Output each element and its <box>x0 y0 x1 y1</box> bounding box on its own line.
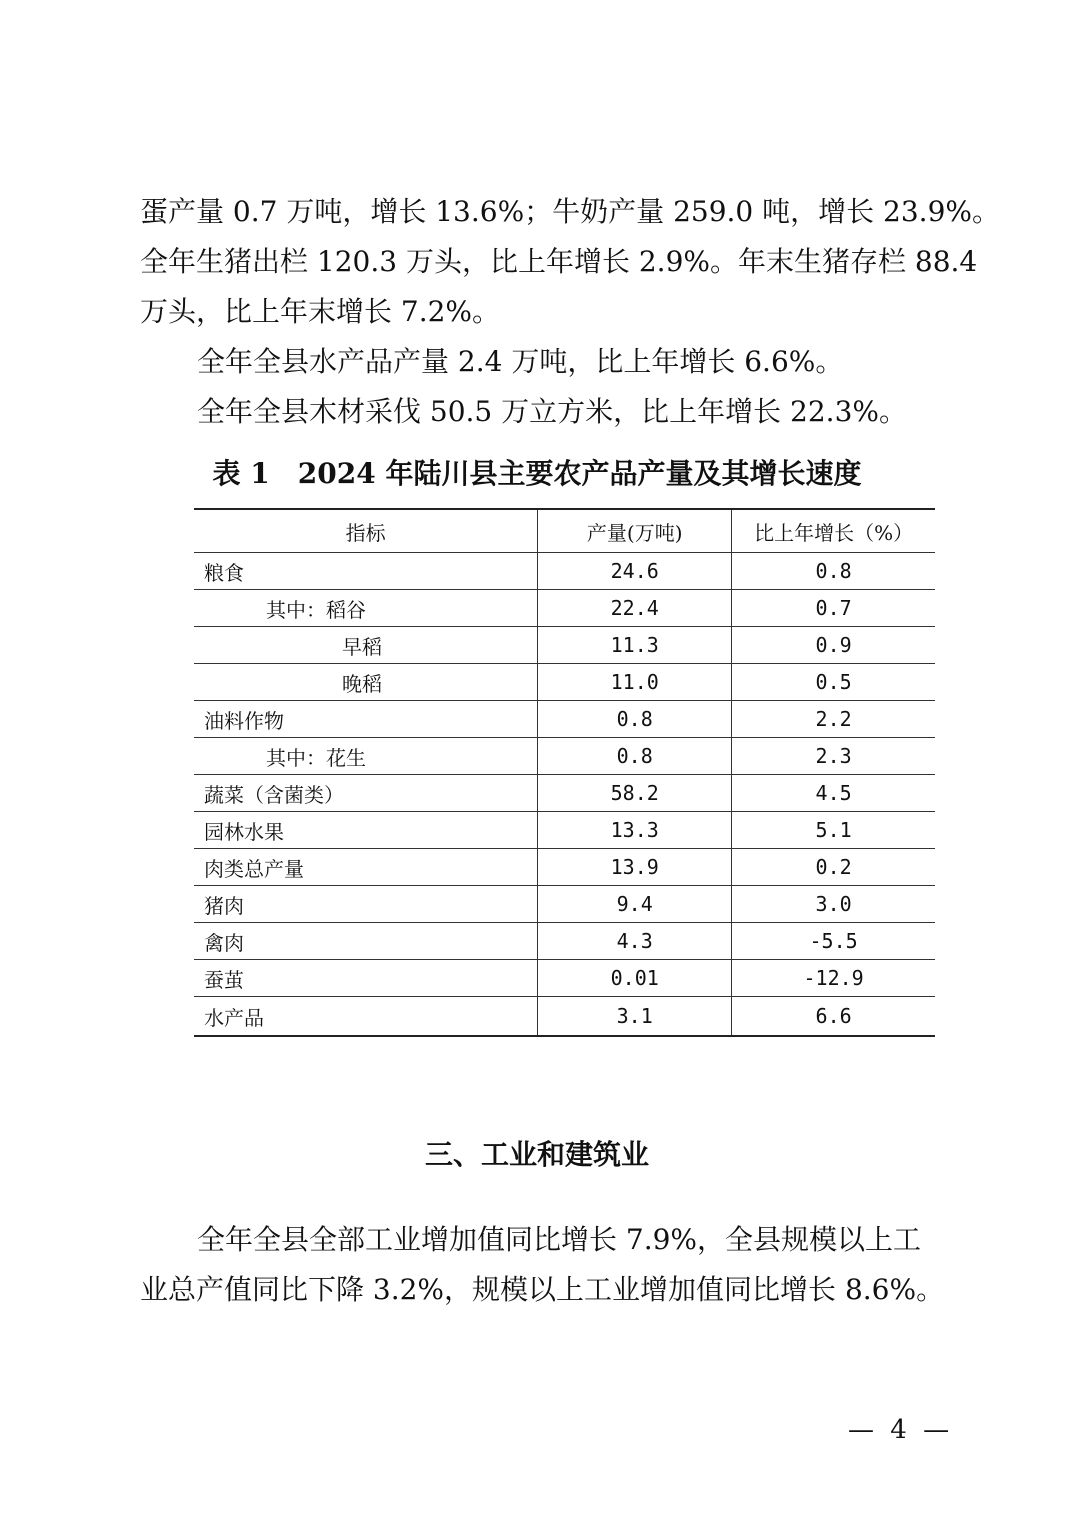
header-growth: 比上年增长（%） <box>732 509 935 553</box>
row-growth: 5.1 <box>732 812 935 849</box>
table-row <box>194 664 935 701</box>
row-output: 22.4 <box>538 590 732 627</box>
row-output: 11.0 <box>538 664 732 701</box>
row-growth: 0.9 <box>732 627 935 664</box>
header-indicator: 指标 <box>194 509 538 553</box>
row-name: 其中：稻谷 <box>194 590 538 627</box>
table-header-row <box>194 509 935 553</box>
row-output: 58.2 <box>538 775 732 812</box>
row-name: 粮食 <box>194 553 538 590</box>
table-row <box>194 960 935 997</box>
paragraph-line: 全年全县水产品产量 2.4 万吨，比上年增长 6.6%。 <box>197 345 844 378</box>
row-name: 早稻 <box>194 627 538 664</box>
row-name: 其中：花生 <box>194 738 538 775</box>
row-name: 肉类总产量 <box>194 849 538 886</box>
row-growth: -12.9 <box>732 960 935 997</box>
paragraph-line: 万头，比上年末增长 7.2%。 <box>140 295 501 328</box>
row-output: 9.4 <box>538 886 732 923</box>
paragraph-line: 蛋产量 0.7 万吨，增长 13.6%；牛奶产量 259.0 吨，增长 23.9%。 <box>140 195 1000 228</box>
row-output: 13.9 <box>538 849 732 886</box>
row-growth: 6.6 <box>732 997 935 1037</box>
table-title: 表 1 2024 年陆川县主要农产品产量及其增长速度 <box>212 457 862 490</box>
row-growth: 0.7 <box>732 590 935 627</box>
row-name: 园林水果 <box>194 812 538 849</box>
table-row <box>194 590 935 627</box>
table-row <box>194 775 935 812</box>
page-number: — 4 — <box>848 1415 954 1445</box>
row-growth: 3.0 <box>732 886 935 923</box>
row-growth: 4.5 <box>732 775 935 812</box>
row-growth: 0.8 <box>732 553 935 590</box>
paragraph-line: 全年全县木材采伐 50.5 万立方米，比上年增长 22.3%。 <box>197 395 907 428</box>
table-row <box>194 923 935 960</box>
row-output: 11.3 <box>538 627 732 664</box>
row-name: 猪肉 <box>194 886 538 923</box>
paragraph-line: 全年生猪出栏 120.3 万头，比上年增长 2.9%。年末生猪存栏 88.4 <box>140 245 978 278</box>
row-output: 24.6 <box>538 553 732 590</box>
row-name: 晚稻 <box>194 664 538 701</box>
row-growth: 2.3 <box>732 738 935 775</box>
paragraph-line: 业总产值同比下降 3.2%，规模以上工业增加值同比增长 8.6%。 <box>140 1273 945 1306</box>
table-row <box>194 812 935 849</box>
row-name: 水产品 <box>194 997 538 1037</box>
production-table <box>194 508 935 1037</box>
row-growth: 0.5 <box>732 664 935 701</box>
row-output: 3.1 <box>538 997 732 1037</box>
row-growth: 0.2 <box>732 849 935 886</box>
row-name: 禽肉 <box>194 923 538 960</box>
table-row <box>194 886 935 923</box>
table-row <box>194 553 935 590</box>
row-name: 蔬菜（含菌类） <box>194 775 538 812</box>
table-row <box>194 849 935 886</box>
table-row <box>194 738 935 775</box>
header-output: 产量(万吨) <box>538 509 732 553</box>
row-output: 13.3 <box>538 812 732 849</box>
row-growth: -5.5 <box>732 923 935 960</box>
row-growth: 2.2 <box>732 701 935 738</box>
row-output: 0.01 <box>538 960 732 997</box>
table-row <box>194 997 935 1037</box>
paragraph-line: 全年全县全部工业增加值同比增长 7.9%，全县规模以上工 <box>197 1223 922 1256</box>
row-output: 0.8 <box>538 701 732 738</box>
row-name: 蚕茧 <box>194 960 538 997</box>
row-output: 4.3 <box>538 923 732 960</box>
table-row <box>194 627 935 664</box>
section-heading: 三、工业和建筑业 <box>424 1138 649 1171</box>
row-name: 油料作物 <box>194 701 538 738</box>
row-output: 0.8 <box>538 738 732 775</box>
table-row <box>194 701 935 738</box>
